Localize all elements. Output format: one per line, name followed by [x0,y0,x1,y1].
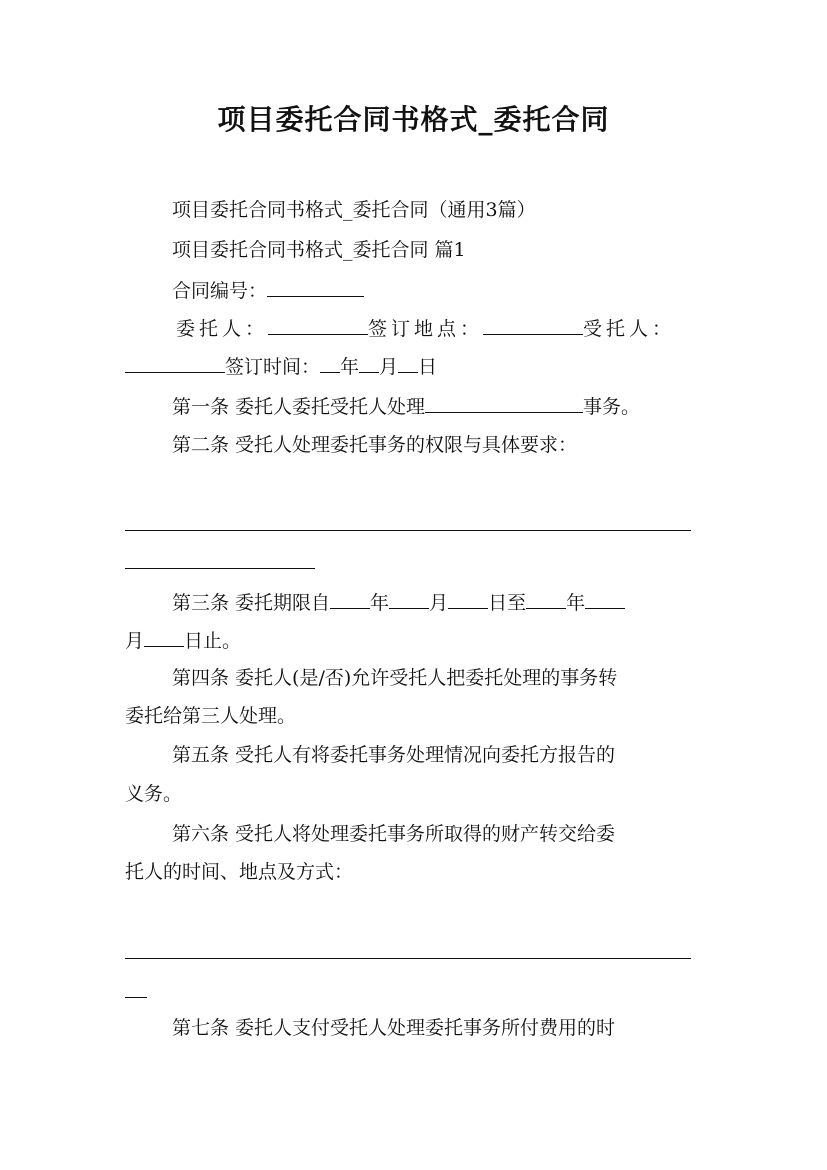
client-blank [268,314,368,335]
agent-blank [125,352,225,373]
article-6-fill-line [125,958,691,959]
article-2-fill-line [125,530,691,531]
article-2: 第二条 受托人处理委托事务的权限与具体要求： [172,434,578,456]
article-3-blank-end-day [144,626,184,647]
parties-line [176,314,675,343]
article-3-blank-start-year [330,588,370,609]
sign-day-label: 日 [418,356,438,378]
sign-time-label: 签订时间： [225,356,321,378]
article-6-cont: 托人的时间、地点及方式： [125,861,354,883]
sign-day-blank [398,352,418,373]
article-3 [172,588,625,617]
article-3-blank-start-month [389,588,429,609]
contract-number-line [172,276,364,305]
document-title: 项目委托合同书格式_委托合同 [217,103,610,136]
sign-time-line [125,352,437,381]
sign-place-blank [483,314,583,335]
article-4: 第四条 委托人(是/否)允许受托人把委托处理的事务转 [172,667,618,689]
article-2-fill-line-short [125,568,315,569]
sign-month-label: 月 [379,356,399,378]
document-subtitle: 项目委托合同书格式_委托合同（通用3篇） [172,199,536,221]
contract-number-blank [267,276,364,297]
article-5: 第五条 受托人有将委托事务处理情况向委托方报告的 [172,744,616,766]
sign-year-label: 年 [340,356,360,378]
article-6: 第六条 受托人将处理委托事务所取得的财产转交给委 [172,823,616,845]
article-1-text: 第一条 委托人委托受托人处理 [172,396,426,418]
agent-label: 受托人： [583,318,676,340]
article-3-blank-end-year [526,588,566,609]
article-1-suffix: 事务。 [583,396,641,418]
sign-year-blank [320,352,340,373]
article-3-end: 日止。 [184,630,242,652]
article-3-year: 年 [370,592,390,614]
contract-number-label: 合同编号： [172,280,268,302]
article-3-month: 月 [429,592,449,614]
article-3-blank-start-day [448,588,488,609]
article-1-blank [425,392,583,413]
article-5-cont: 义务。 [125,783,183,805]
article-3-text: 第三条 委托期限自 [172,592,331,614]
article-3-end-month: 月 [125,630,145,652]
sign-month-blank [359,352,379,373]
article-6-fill-line-short [125,997,147,998]
article-7: 第七条 委托人支付受托人处理委托事务所付费用的时 [172,1017,616,1039]
article-4-cont: 委托给第三人处理。 [125,705,297,727]
client-label: 委托人： [176,318,269,340]
article-3-cont [125,626,241,655]
article-3-end-year: 年 [566,592,586,614]
article-3-blank-end-month [585,588,625,609]
article-3-to: 日至 [488,592,527,614]
part-heading: 项目委托合同书格式_委托合同 篇1 [172,239,466,261]
article-1 [172,392,640,421]
sign-place-label: 签订地点： [368,318,484,340]
